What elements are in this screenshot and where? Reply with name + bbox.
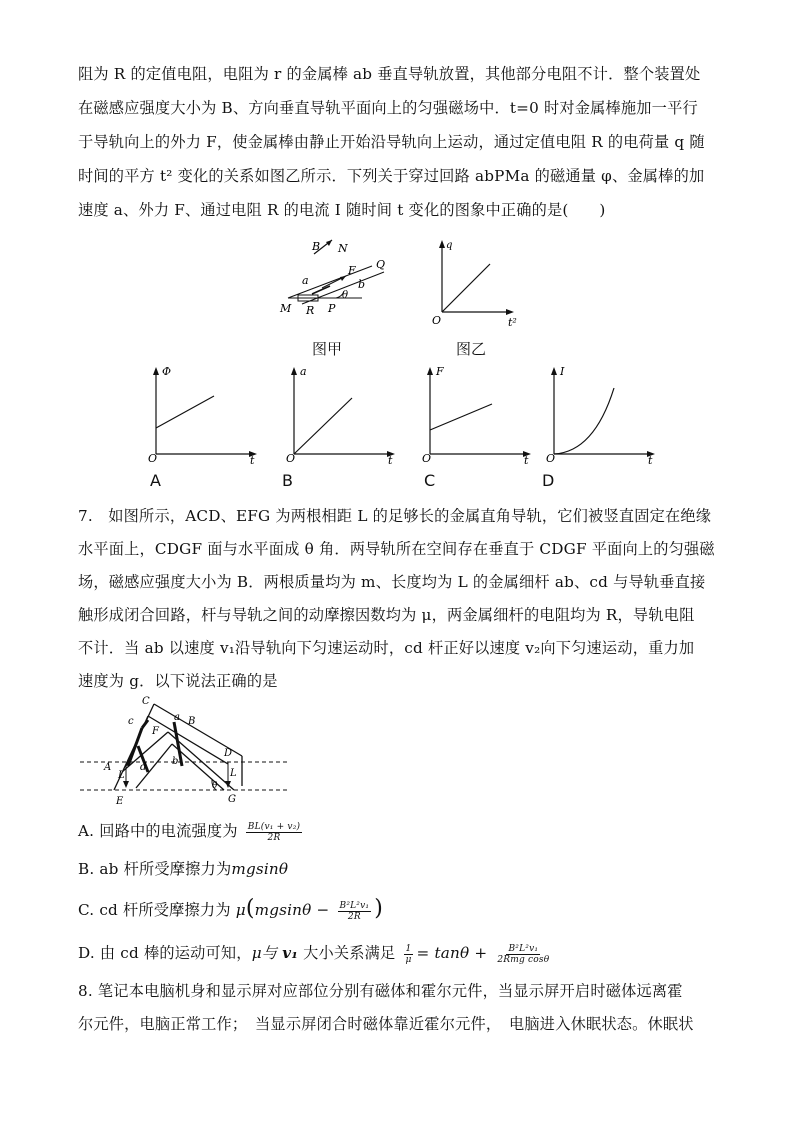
relation-text: 大小关系满足 bbox=[303, 944, 396, 962]
figure-rails bbox=[78, 690, 294, 810]
label-a: a bbox=[174, 712, 180, 723]
label-D: D bbox=[224, 748, 233, 759]
origin: O bbox=[286, 452, 296, 464]
option-C-text: C. cd 杆所受摩擦力为 bbox=[78, 901, 231, 919]
label-a: a bbox=[302, 274, 309, 287]
origin: O bbox=[422, 452, 432, 464]
text-line: 尔元件，电脑正常工作； 当显示屏闭合时磁体靠近霍尔元件， 电脑进入休眠状态。休眠状 bbox=[78, 1015, 694, 1033]
option-C: C. cd 杆所受摩擦力为 μ(mgsinθ − $\frac{\text{B²L²v₁}}{2R}$ ) bbox=[78, 896, 383, 922]
denominator: 2Rmg cosθ bbox=[497, 954, 550, 965]
graph-B bbox=[278, 362, 408, 464]
xlabel: t bbox=[648, 454, 653, 464]
label-theta: θ bbox=[212, 781, 218, 791]
option-B-text: B. ab 杆所受摩擦力为 bbox=[78, 860, 232, 878]
label-origin: O bbox=[432, 314, 442, 327]
figure-jia bbox=[272, 236, 402, 320]
denominator: μ bbox=[405, 954, 412, 965]
label-c: c bbox=[128, 716, 134, 727]
label-M: M bbox=[280, 302, 292, 315]
math-expression: = tanθ + bbox=[416, 944, 488, 962]
graph-D bbox=[538, 362, 668, 464]
numerator: 1 bbox=[405, 943, 412, 954]
caption-jia: 图甲 bbox=[312, 340, 343, 358]
fraction-lhs bbox=[403, 944, 413, 965]
xlabel: t bbox=[524, 454, 529, 464]
denominator: 2R bbox=[267, 832, 281, 843]
text-line: 8. 笔记本电脑机身和显示屏对应部位分别有磁体和霍尔元件，当显示屏开启时磁体远离霍 bbox=[78, 982, 683, 1000]
label-L-right: L bbox=[230, 768, 237, 779]
graph-label-C: C bbox=[424, 471, 436, 490]
xlabel: t bbox=[250, 454, 255, 464]
text-line: 于导轨向上的外力 F，使金属棒由静止开始沿导轨向上运动，通过定值电阻 R 的电荷量 q 随 bbox=[78, 133, 705, 151]
label-N: N bbox=[338, 242, 348, 255]
graph-label-B: B bbox=[282, 471, 293, 490]
option-B bbox=[78, 858, 728, 879]
mu: μ与 bbox=[251, 944, 278, 962]
label-B: B bbox=[188, 716, 196, 727]
text-line: 水平面上，CDGF 面与水平面成 θ 角．两导轨所在空间存在垂直于 CDGF 平面向上的匀强磁 bbox=[78, 540, 715, 558]
text-line: 不计．当 ab 以速度 v₁沿导轨向下匀速运动时，cd 杆正好以速度 v₂向下匀速运动，重力加 bbox=[78, 639, 695, 657]
option-D-text: D. 由 cd 棒的运动可知， bbox=[78, 944, 252, 962]
label-P: P bbox=[328, 302, 336, 315]
mu: μ bbox=[235, 901, 246, 919]
fraction-rhs bbox=[495, 944, 551, 965]
graph-label-A: A bbox=[150, 471, 161, 490]
label-theta: θ bbox=[342, 290, 349, 301]
graph-A bbox=[140, 362, 270, 464]
label-L-left: L bbox=[118, 770, 125, 781]
graph-C bbox=[414, 362, 544, 464]
xlabel: t bbox=[388, 454, 393, 464]
text-line: 7. 如图所示，ACD、EFG 为两根相距 L 的足够长的金属直角导轨，它们被竖直固定在绝缘 bbox=[78, 507, 712, 525]
math-expression: mgsinθ − bbox=[254, 901, 330, 919]
label-b: b bbox=[358, 278, 366, 291]
math-expression: mgsinθ bbox=[231, 860, 289, 878]
numerator: BL(v₁ + v₂) bbox=[247, 821, 301, 832]
v1: v₁ bbox=[282, 944, 299, 962]
caption-yi: 图乙 bbox=[456, 340, 487, 358]
fraction bbox=[338, 901, 372, 922]
ylabel: F bbox=[436, 365, 444, 378]
text-line: 速度为 g．以下说法正确的是 bbox=[78, 672, 278, 690]
label-B: B bbox=[312, 240, 321, 253]
text-line: 触形成闭合回路，杆与导轨之间的动摩擦因数均为 μ，两金属细杆的电阻均为 R，导轨电阻 bbox=[78, 606, 695, 624]
text-line: 阻为 R 的定值电阻，电阻为 r 的金属棒 ab 垂直导轨放置，其他部分电阻不计．整个装置处 bbox=[78, 65, 701, 83]
numerator: B²L²v₁ bbox=[339, 900, 370, 911]
label-F: F bbox=[348, 264, 356, 277]
text-line: 时间的平方 t² 变化的关系如图乙所示．下列关于穿过回路 abPMa 的磁通量 φ、金属棒的加 bbox=[78, 167, 705, 185]
label-t2: t² bbox=[508, 316, 517, 328]
option-A bbox=[78, 820, 728, 843]
label-b: b bbox=[172, 756, 179, 767]
numerator: B²L²v₁ bbox=[508, 943, 539, 954]
option-A-text: A. 回路中的电流强度为 bbox=[78, 822, 238, 840]
label-A: A bbox=[104, 762, 112, 773]
label-q: q bbox=[446, 240, 453, 251]
ylabel: Φ bbox=[162, 365, 172, 378]
ylabel: I bbox=[560, 365, 565, 378]
label-E: E bbox=[116, 796, 124, 807]
graph-label-D: D bbox=[542, 471, 555, 490]
text-line: 在磁感应强度大小为 B、方向垂直导轨平面向上的匀强磁场中．t=0 时对金属棒施加一平行 bbox=[78, 99, 698, 117]
label-C: C bbox=[142, 696, 150, 707]
label-F: F bbox=[152, 726, 159, 737]
label-Q: Q bbox=[376, 258, 386, 271]
origin: O bbox=[546, 452, 556, 464]
denominator: 2R bbox=[347, 911, 361, 922]
origin: O bbox=[148, 452, 158, 464]
ylabel: a bbox=[300, 365, 307, 378]
fraction bbox=[246, 822, 302, 843]
label-G: G bbox=[228, 794, 236, 805]
label-R: R bbox=[306, 304, 315, 317]
text-line: 场，磁感应强度大小为 B．两根质量均为 m、长度均为 L 的金属细杆 ab、cd 与导轨垂直接 bbox=[78, 573, 706, 591]
label-d: d bbox=[140, 762, 147, 773]
option-D bbox=[78, 942, 728, 965]
text-line: 速度 a、外力 F、通过电阻 R 的电流 I 随时间 t 变化的图象中正确的是( ) bbox=[78, 201, 606, 219]
figure-yi bbox=[428, 236, 528, 328]
